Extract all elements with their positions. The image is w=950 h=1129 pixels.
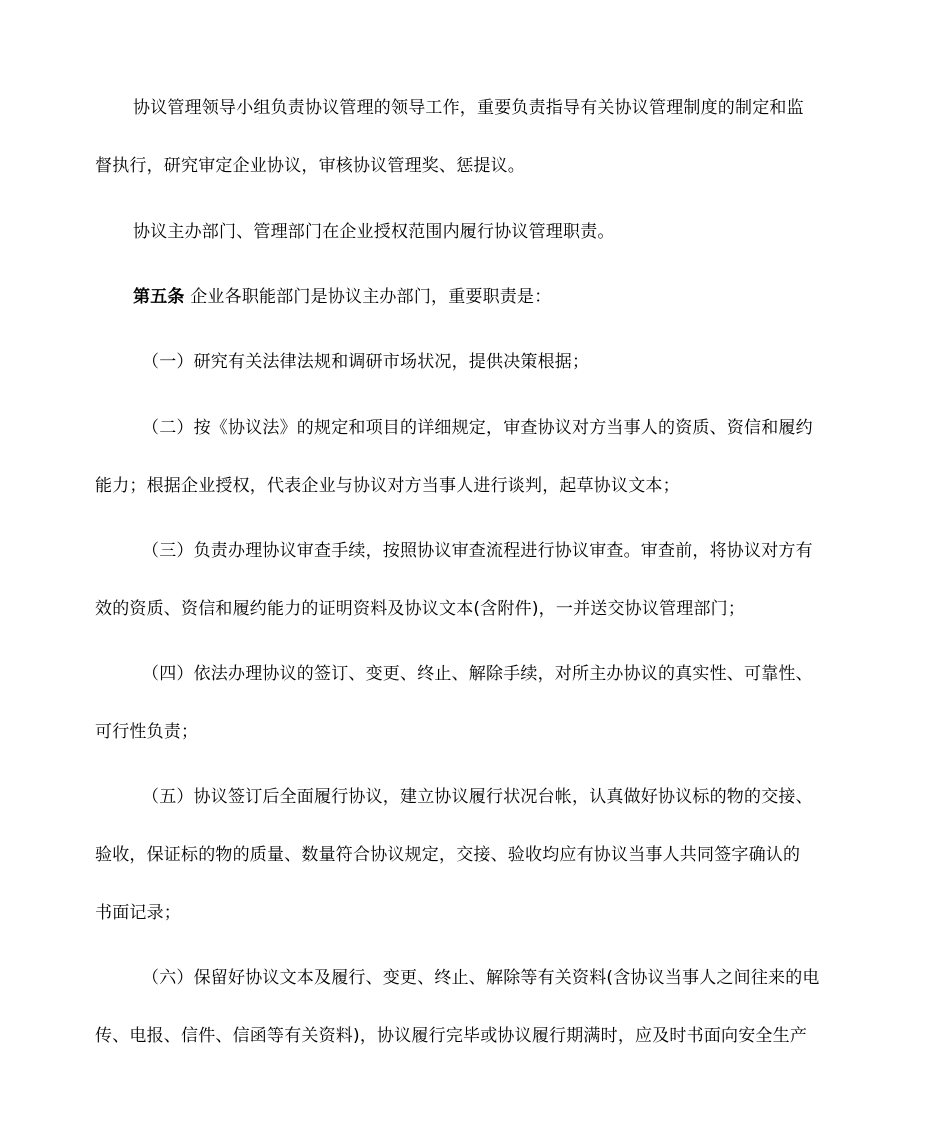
article-heading-line — [95, 285, 865, 309]
list-item-line: （二）按《协议法》的规定和项目的详细规定，审查协议对方当事人的资质、资信和履约 — [142, 418, 813, 438]
paragraph-line: 督执行，研究审定企业协议，审核协议管理奖、惩提议。 — [95, 156, 525, 176]
paragraph-line: 协议管理领导小组负责协议管理的领导工作，重要负责指导有关协议管理制度的制定和监 — [133, 98, 804, 118]
list-item-line: （六）保留好协议文本及履行、变更、终止、解除等有关资料(含协议当事人之间往来的电 — [142, 968, 820, 988]
paragraph-line: 能力；根据企业授权，代表企业与协议对方当事人进行谈判，起草协议文本； — [95, 476, 680, 496]
paragraph-line: 可行性负责； — [95, 722, 199, 742]
paragraph-line: 验收，保证标的物的质量、数量符合协议规定，交接、验收均应有协议当事人共同签字确认的 — [95, 845, 801, 865]
article-text: 企业各职能部门是协议主办部门，重要职责是： — [190, 287, 552, 307]
list-item-line: （一）研究有关法律法规和调研市场状况，提供决策根据； — [142, 352, 590, 372]
paragraph-line: 效的资质、资信和履约能力的证明资料及协议文本(含附件)，一并送交协议管理部门； — [95, 599, 746, 619]
list-item-line: （五）协议签订后全面履行协议，建立协议履行状况台帐，认真做好协议标的物的交接、 — [142, 787, 813, 807]
paragraph-line: 书面记录； — [95, 903, 181, 923]
list-item-line: （四）依法办理协议的签订、变更、终止、解除手续，对所主办协议的真实性、可靠性、 — [142, 664, 813, 684]
article-label: 第五条 — [133, 287, 185, 307]
paragraph-line: 协议主办部门、管理部门在企业授权范围内履行协议管理职责。 — [133, 222, 615, 242]
paragraph-line: 传、电报、信件、信函等有关资料)，协议履行完毕或协议履行期满时，应及时书面向安全生产 — [95, 1026, 808, 1046]
list-item-line: （三）负责办理协议审查手续，按照协议审查流程进行协议审查。审查前，将协议对方有 — [142, 541, 813, 561]
